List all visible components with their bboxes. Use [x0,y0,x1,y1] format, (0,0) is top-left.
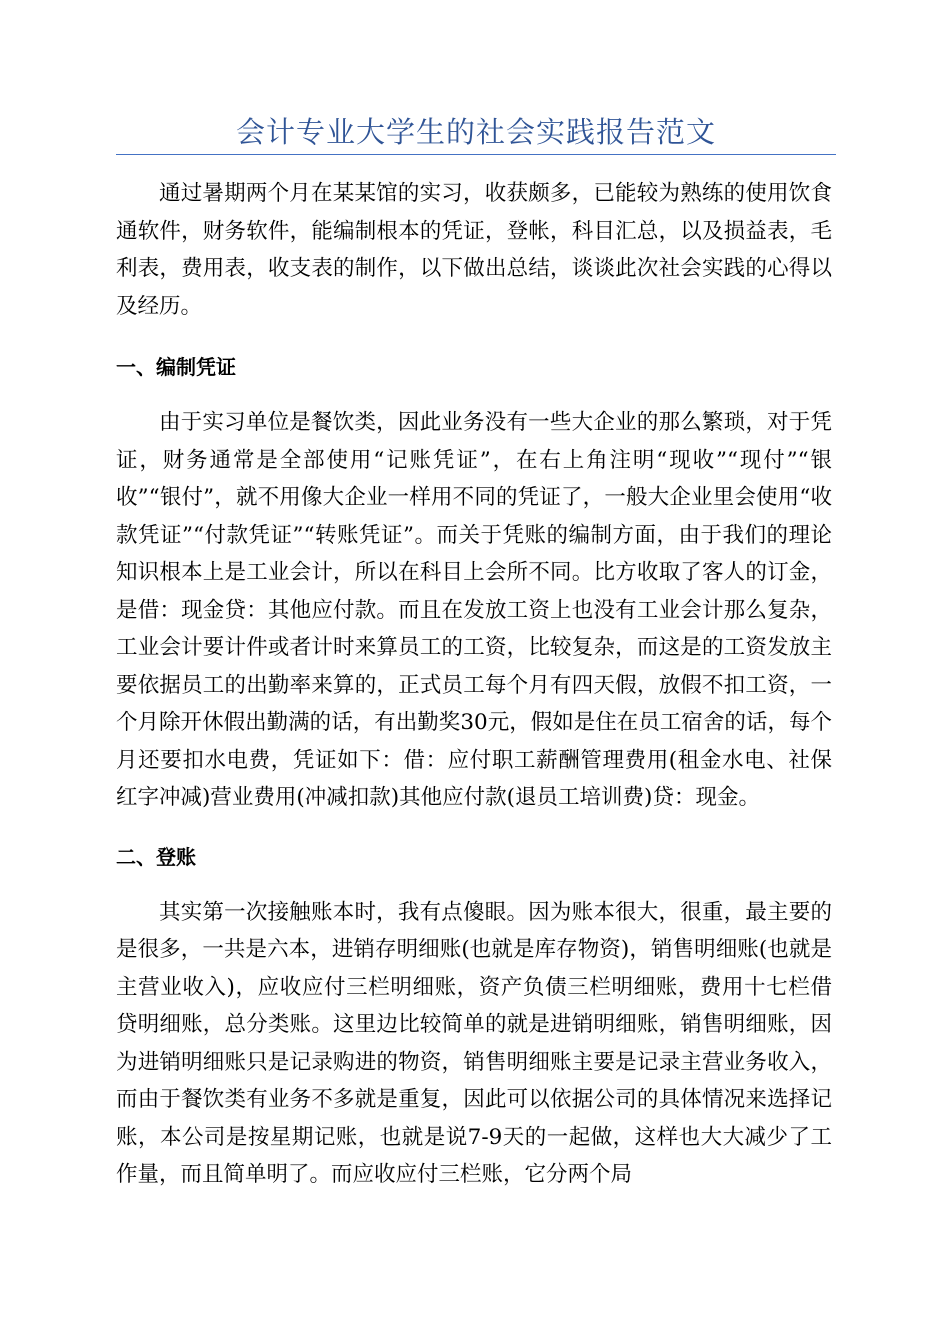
section-heading-voucher: 一、编制凭证 [116,355,236,379]
section-heading-bookkeeping: 二、登账 [116,844,196,869]
document-title: 会计专业大学生的社会实践报告范文 [235,115,716,149]
paragraph-intro: 通过暑期两个月在某某馆的实习，收获颇多，已能较为熟练的使用饮食通软件，财务软件，能编制根本的凭证，登帐，科目汇总，以及损益表，毛利表，费用表，收支表的制作，以下做出总结，谈谈此次社会实践的心得以及经历。 [116,181,832,319]
paragraph-bookkeeping: 其实第一次接触账本时，我有点傻眼。因为账本很大，很重，最主要的是很多，一共是六本，进销存明细账(也就是库存物资)，销售明细账(也就是主营业收入)，应收应付三栏明细账，资产负债三栏明细账，费用十七栏借贷明细账，总分类账。这里边比较简单的就是进销明细账，销售明细账，因为进销明细账只是记录购进的物资，销售明细账主要是记录主营业务收入，而由于餐饮类有业务不多就是重复，因此可以依据公司的具体情况来选择记账，本公司是按星期记账，也就是说7-9天的一起做，这样也大大减少了工作量，而且简单明了。而应收应付三栏账，它分两个局 [116,899,832,1187]
paragraph-voucher: 由于实习单位是餐饮类，因此业务没有一些大企业的那么繁琐，对于凭证，财务通常是全部使用“记账凭证”，在右上角注明“现收”“现付”“银收”“银付”，就不用像大企业一样用不同的凭证了，一般大企业里会使用“收款凭证”“付款凭证”“转账凭证”。而关于凭账的编制方面，由于我们的理论知识根本上是工业会计，所以在科目上会所不同。比方收取了客人的订金，是借：现金贷：其他应付款。而且在发放工资上也没有工业会计那么复杂，工业会计要计件或者计时来算员工的工资，比较复杂，而这是的工资发放主要依据员工的出勤率来算的，正式员工每个月有四天假，放假不扣工资，一个月除开休假出勤满的话，有出勤奖30元，假如是住在员工宿舍的话，每个月还要扣水电费，凭证如下：借：应付职工薪酬管理费用(租金水电、社保红字冲减)营业费用(冲减扣款)其他应付款(退员工培训费)贷：现金。 [116,410,832,810]
document-body [116,175,832,1194]
title-underline [116,154,836,155]
